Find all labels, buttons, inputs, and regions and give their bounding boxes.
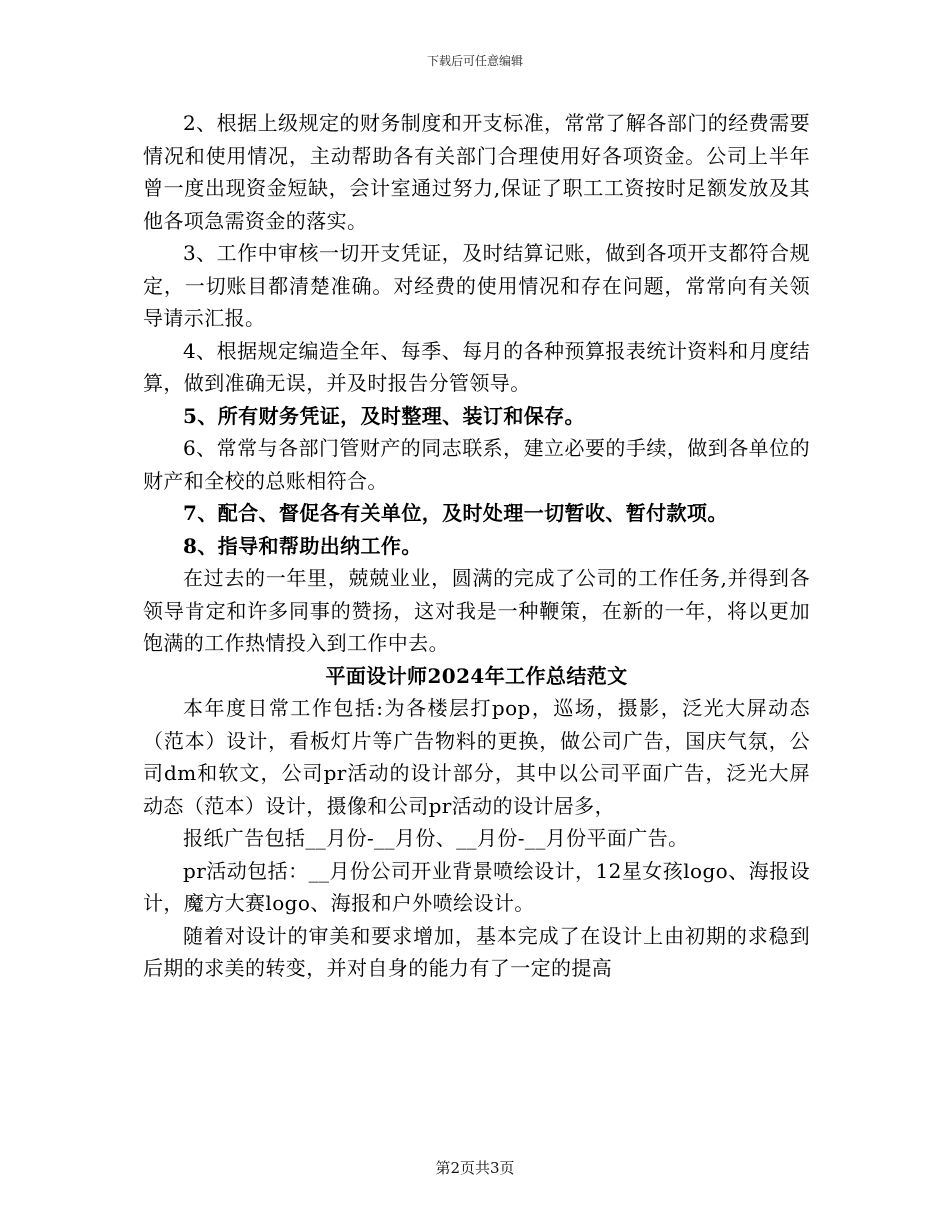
paragraph-item-2: 2、根据上级规定的财务制度和开支标准，常常了解各部门的经费需要情况和使用情况，主动帮助各有关部门合理使用好各项资金。公司上半年曾一度出现资金短缺，会计室通过努力,保证了职工工资按时足额发放及其他各项急需资金的落实。 bbox=[143, 111, 810, 233]
paragraph-pr-activities: pr活动包括：__月份公司开业背景喷绘设计，12星女孩logo、海报设计，魔方大赛logo、海报和户外喷绘设计。 bbox=[143, 858, 810, 915]
section-title: 平面设计师2024年工作总结范文 bbox=[325, 663, 628, 688]
paragraph-improvement: 随着对设计的审美和要求增加，基本完成了在设计上由初期的求稳到后期的求美的转变，并对自身的能力有了一定的提高 bbox=[143, 923, 810, 980]
page-number: 第2页共3页 bbox=[435, 1159, 515, 1177]
page-header: 下载后可任意编辑 bbox=[426, 54, 523, 68]
paragraph-conclusion: 在过去的一年里，兢兢业业，圆满的完成了公司的工作任务,并得到各领导肯定和许多同事的赞扬，这对我是一种鞭策，在新的一年，将以更加饱满的工作热情投入到工作中去。 bbox=[143, 566, 810, 655]
paragraph-item-8: 8、指导和帮助出纳工作。 bbox=[183, 533, 422, 558]
paragraph-item-5: 5、所有财务凭证，及时整理、装订和保存。 bbox=[183, 403, 585, 428]
paragraph-item-6: 6、常常与各部门管财产的同志联系，建立必要的手续，做到各单位的财产和全校的总账相符合。 bbox=[143, 436, 810, 493]
paragraph-newspaper-ads: 报纸广告包括__月份-__月份、__月份-__月份平面广告。 bbox=[183, 826, 689, 850]
paragraph-daily-work: 本年度日常工作包括:为各楼层打pop，巡场，摄影，泛光大屏动态（范本）设计，看板灯片等广告物料的更换，做公司广告，国庆气氛，公司dm和软文，公司pr活动的设计部分，其中以公司平面广告，泛光大屏动态（范本）设计，摄像和公司pr活动的设计居多， bbox=[143, 696, 810, 818]
paragraph-item-4: 4、根据规定编造全年、每季、每月的各种预算报表统计资料和月度结算，做到准确无误，并及时报告分管领导。 bbox=[143, 338, 810, 395]
document-body bbox=[143, 107, 810, 985]
paragraph-item-7: 7、配合、督促各有关单位，及时处理一切暂收、暂付款项。 bbox=[183, 501, 728, 525]
paragraph-item-3: 3、工作中审核一切开支凭证，及时结算记账，做到各项开支都符合规定，一切账目都清楚准确。对经费的使用情况和存在问题，常常向有关领导请示汇报。 bbox=[143, 241, 810, 330]
